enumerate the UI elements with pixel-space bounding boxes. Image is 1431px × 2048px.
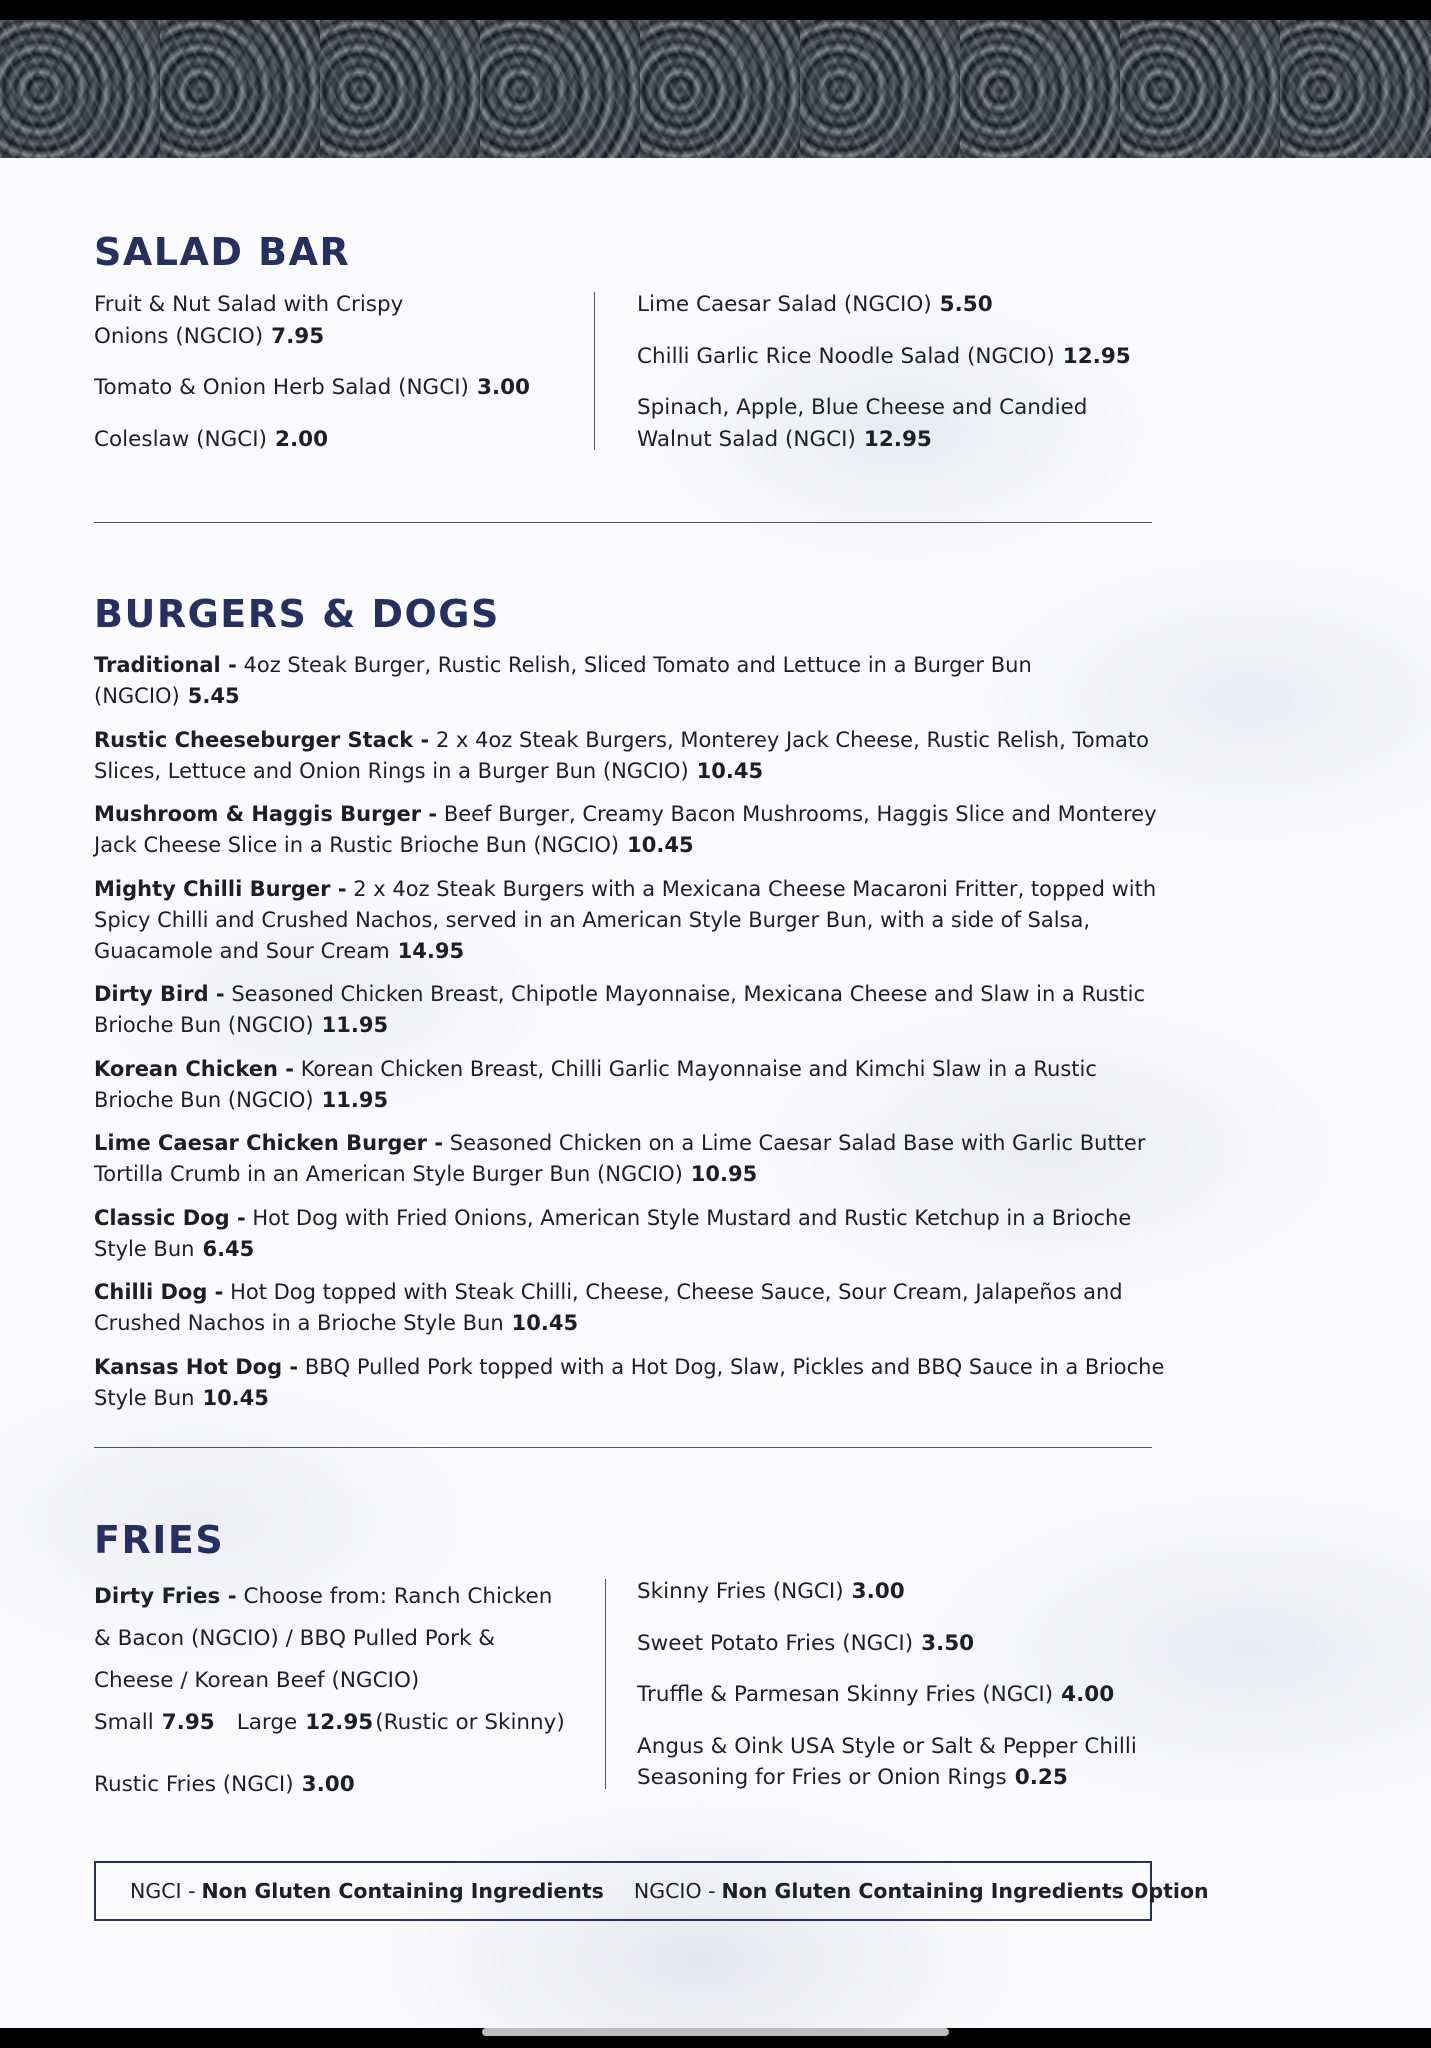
status-bar <box>0 0 1431 20</box>
section-divider <box>94 522 1152 523</box>
salad-column-divider <box>594 292 595 450</box>
menu-item-price: 4.00 <box>1061 1682 1115 1707</box>
menu-item-description: Choose from: Ranch Chicken & Bacon (NGCIO) / BBQ Pulled Pork & Cheese / Korean Beef (NGCIO) <box>94 1584 553 1693</box>
menu-item-price: 3.00 <box>301 1772 355 1797</box>
menu-item-name: Classic Dog - <box>94 1205 246 1230</box>
menu-item-price: 12.95 <box>863 426 932 452</box>
size-large-note: (Rustic or Skinny) <box>375 1710 565 1735</box>
menu-item-price: 10.45 <box>627 833 694 857</box>
menu-item-name: Tomato & Onion Herb Salad (NGCI) <box>94 375 469 400</box>
menu-item-description: Seasoned Chicken Breast, Chipotle Mayonnaise, Mexicana Cheese and Slaw in a Rustic Brioche Bun (NGCIO) <box>94 982 1145 1037</box>
burgers-list <box>94 650 1174 1426</box>
menu-item-description: Beef Burger, Creamy Bacon Mushrooms, Haggis Slice and Monterey Jack Cheese Slice in a Rustic Brioche Bun (NGCIO) <box>94 802 1157 857</box>
menu-item-price: 10.45 <box>511 1311 579 1335</box>
menu-item <box>94 1277 1174 1339</box>
menu-item <box>94 372 554 404</box>
menu-item <box>94 874 1174 967</box>
menu-item-price: 5.50 <box>939 292 993 317</box>
size-large-price: 12.95 <box>305 1710 374 1735</box>
menu-item-name: Chilli Garlic Rice Noodle Salad (NGCIO) <box>637 343 1055 369</box>
gluten-legend <box>94 1861 1209 1921</box>
menu-item-name: Mushroom & Haggis Burger - <box>94 802 438 826</box>
decorative-header-banner <box>0 20 1431 158</box>
menu-item-price: 12.95 <box>1062 343 1131 369</box>
menu-item-price: 10.45 <box>202 1385 269 1410</box>
menu-item <box>94 1764 574 1806</box>
menu-item <box>94 424 554 456</box>
menu-item-price: 3.00 <box>476 375 530 400</box>
menu-item-name: Truffle & Parmesan Skinny Fries (NGCI) <box>637 1682 1054 1707</box>
menu-item <box>637 289 1137 321</box>
menu-item-name: Coleslaw (NGCI) <box>94 426 268 452</box>
menu-item-name: Lime Caesar Salad (NGCIO) <box>637 292 932 317</box>
menu-item-description: Hot Dog with Fried Onions, American Style Mustard and Rustic Ketchup in a Brioche Style Bun <box>94 1205 1132 1261</box>
menu-item-name: Rustic Cheeseburger Stack - <box>94 727 430 752</box>
home-indicator[interactable] <box>482 2028 949 2036</box>
menu-item-price: 3.50 <box>921 1630 975 1656</box>
menu-item-description: 4oz Steak Burger, Rustic Relish, Sliced Tomato and Lettuce in a Burger Bun (NGCIO) <box>94 653 1032 708</box>
fries-right-column <box>637 1576 1157 1814</box>
menu-item <box>637 1628 1157 1660</box>
menu-item-description: 2 x 4oz Steak Burgers, Monterey Jack Cheese, Rustic Relish, Tomato Slices, Lettuce and Onion Rings in a Burger Bun (NGCIO) <box>94 727 1149 783</box>
menu-item-description: Seasoned Chicken on a Lime Caesar Salad Base with Garlic Butter Tortilla Crumb in an American Style Burger Bun (NGCIO) <box>94 1131 1146 1186</box>
menu-item-description: Hot Dog topped with Steak Chilli, Cheese, Cheese Sauce, Sour Cream, Jalapeños and Crushed Nachos in a Brioche Style Bun <box>94 1280 1123 1335</box>
menu-item-price: 6.45 <box>202 1236 255 1261</box>
menu-item <box>94 1128 1174 1190</box>
menu-item-price: 2.00 <box>275 426 329 452</box>
menu-item-name: Kansas Hot Dog - <box>94 1354 299 1379</box>
menu-item-name: Lime Caesar Chicken Burger - <box>94 1131 444 1155</box>
menu-item <box>637 392 1107 455</box>
menu-item <box>637 1731 1152 1794</box>
legend-abbr: NGCIO - <box>633 1879 716 1903</box>
menu-item-name: Dirty Bird - <box>94 982 225 1006</box>
fries-column-divider <box>605 1579 606 1789</box>
menu-item-name: Spinach, Apple, Blue Cheese and Candied Walnut Salad (NGCI) <box>637 395 1088 452</box>
menu-item <box>94 1203 1174 1265</box>
menu-item-price: 10.95 <box>690 1162 758 1186</box>
menu-item-price: 5.45 <box>187 684 240 708</box>
menu-item <box>637 1679 1157 1711</box>
fries-left-column <box>94 1576 574 1806</box>
menu-item-price: 10.45 <box>696 758 764 783</box>
menu-item-description: BBQ Pulled Pork topped with a Hot Dog, Slaw, Pickles and BBQ Sauce in a Brioche Style Bun <box>94 1354 1165 1410</box>
burgers-heading: BURGERS & DOGS <box>94 592 500 636</box>
fries-heading: FRIES <box>94 1518 225 1562</box>
menu-item-price: 11.95 <box>321 1013 389 1037</box>
salad-bar-heading: SALAD BAR <box>94 230 351 274</box>
legend-ngci <box>130 1879 604 1903</box>
legend-ngcio <box>634 1879 1209 1903</box>
menu-item-description: Korean Chicken Breast, Chilli Garlic Mayonnaise and Kimchi Slaw in a Rustic Brioche Bun (NGCIO) <box>94 1056 1097 1112</box>
menu-item <box>94 725 1174 787</box>
menu-item-price: 3.00 <box>851 1579 905 1604</box>
menu-item-name: Dirty Fries - <box>94 1584 237 1609</box>
menu-item <box>94 1054 1174 1116</box>
menu-item-name: Traditional - <box>94 653 237 677</box>
size-large-label: Large <box>236 1710 298 1735</box>
menu-item-name: Chilli Dog - <box>94 1280 224 1304</box>
legend-abbr: NGCI - <box>130 1879 196 1903</box>
menu-item-description: 2 x 4oz Steak Burgers with a Mexicana Cheese Macaroni Fritter, topped with Spicy Chilli and Crushed Nachos, served in an American Style Burger Bun, with a side of Salsa, Guacamole and Sour Cream <box>94 876 1157 963</box>
menu-item-price: 11.95 <box>321 1087 389 1112</box>
legend-desc: Non Gluten Containing Ingredients <box>201 1879 604 1903</box>
menu-item-name: Skinny Fries (NGCI) <box>637 1579 844 1604</box>
salad-left-column <box>94 289 554 475</box>
menu-item-name: Rustic Fries (NGCI) <box>94 1772 294 1797</box>
salad-right-column <box>637 289 1137 475</box>
menu-item-price: 7.95 <box>271 323 325 349</box>
size-small-label: Small <box>94 1710 154 1735</box>
menu-item <box>94 799 1174 861</box>
menu-item-name: Fruit & Nut Salad with Crispy Onions (NGCIO) <box>94 292 404 349</box>
menu-item-name: Angus & Oink USA Style or Salt & Pepper Chilli Seasoning for Fries or Onion Rings <box>637 1733 1137 1790</box>
menu-item-name: Korean Chicken - <box>94 1056 294 1081</box>
menu-item-dirty-fries <box>94 1576 564 1702</box>
menu-item-price: 14.95 <box>397 938 465 963</box>
menu-item-name: Mighty Chilli Burger - <box>94 876 347 901</box>
menu-item <box>94 979 1174 1041</box>
legend-desc: Non Gluten Containing Ingredients Option <box>721 1879 1209 1903</box>
menu-item <box>94 289 424 352</box>
menu-item <box>94 1352 1174 1414</box>
menu-item-price: 0.25 <box>1014 1765 1068 1790</box>
fries-size-row <box>94 1702 574 1744</box>
menu-item-name: Sweet Potato Fries (NGCI) <box>637 1630 914 1656</box>
menu-item <box>637 341 1137 373</box>
size-small-price: 7.95 <box>161 1710 215 1735</box>
menu-item <box>94 650 1174 712</box>
menu-item <box>637 1576 1157 1608</box>
section-divider <box>94 1447 1152 1448</box>
